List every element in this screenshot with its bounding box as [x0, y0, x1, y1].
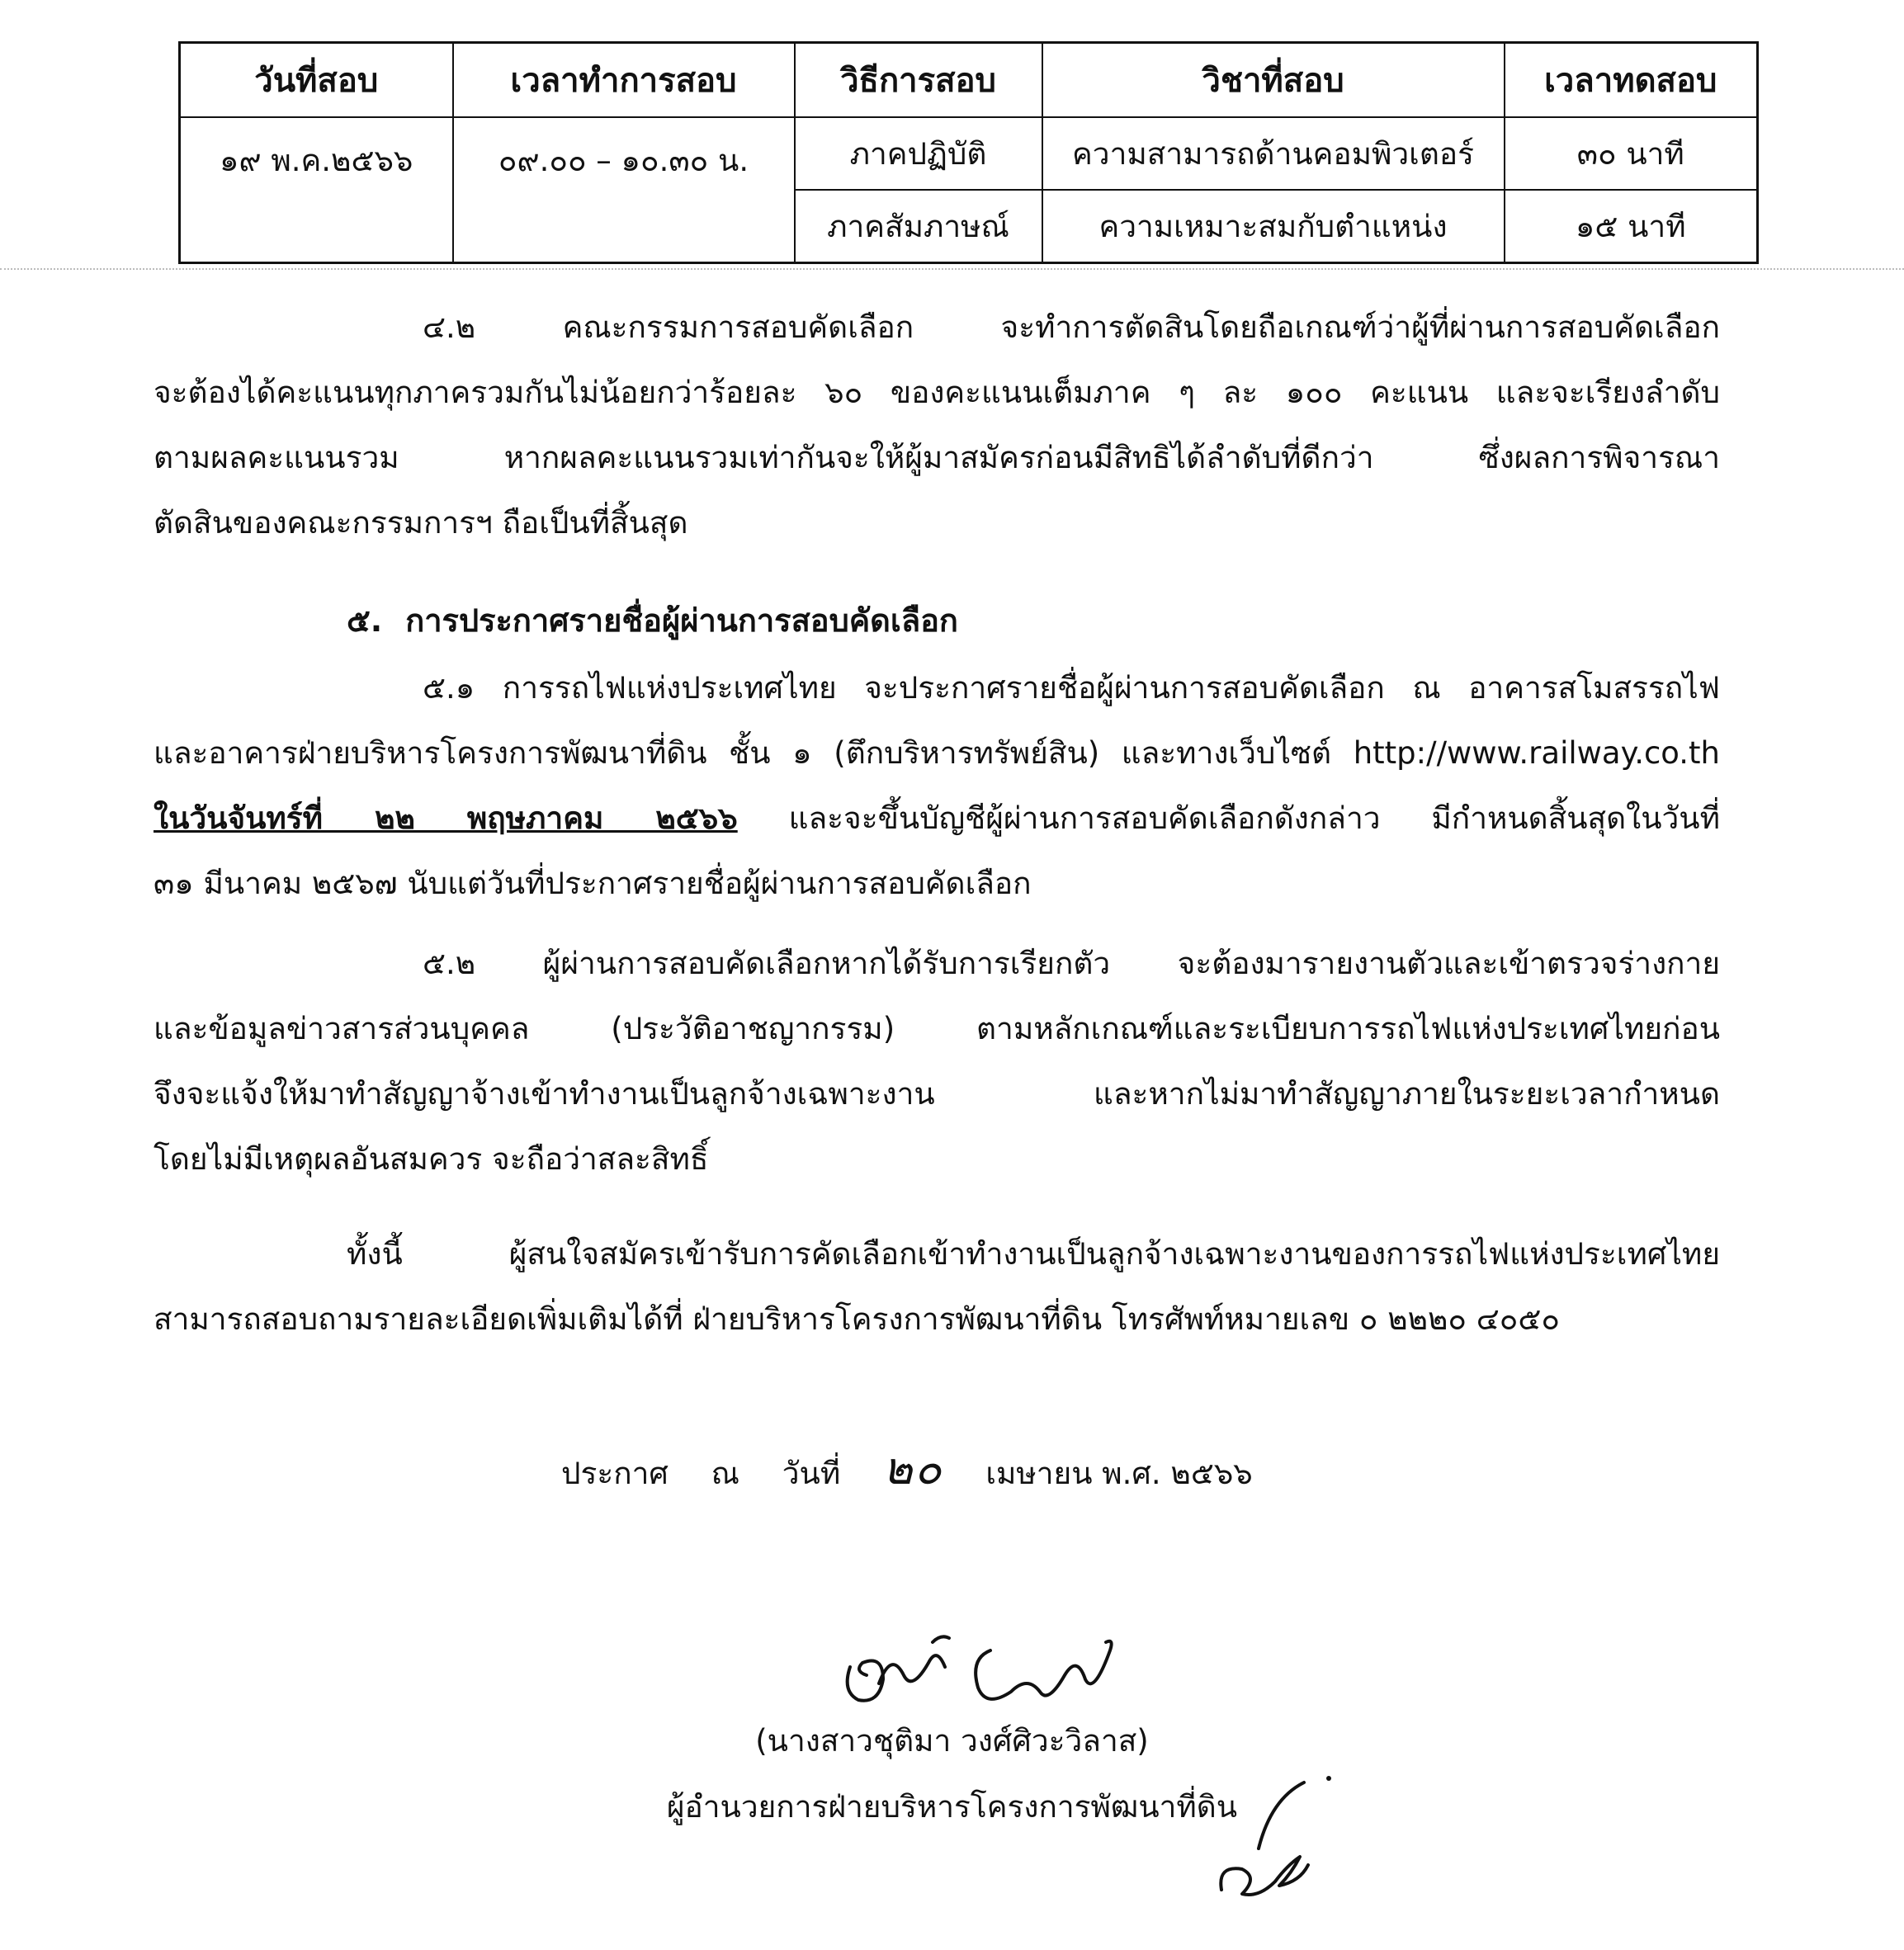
section-5-1-line: ๓๑ มีนาคม ๒๕๖๗ นับแต่วันที่ประกาศรายชื่อผู้ผ่านการสอบคัดเลือก [154, 866, 1032, 901]
cell-subject: ความเหมาะสมกับตำแหน่ง [1042, 190, 1505, 263]
signatory-position: ผู้อำนวยการฝ่ายบริหารโครงการพัฒนาที่ดิน [666, 1789, 1238, 1825]
cell-exam-date: ๑๙ พ.ค.๒๕๖๖ [180, 117, 453, 263]
header-exam-duration: เวลาทดสอบ [1505, 43, 1758, 118]
section-5-1-text: และจะขึ้นบัญชีผู้ผ่านการสอบคัดเลือกดังกล่าว มีกำหนดสิ้นสุดในวันที่ [737, 800, 1720, 836]
announcement-at: ณ [711, 1456, 739, 1491]
signatory-name: (นางสาวชุติมา วงศ์ศิวะวิลาส) [755, 1723, 1149, 1759]
closing-line: สามารถสอบถามรายละเอียดเพิ่มเติมได้ที่ ฝ่ายบริหารโครงการพัฒนาที่ดิน โทรศัพท์หมายเลข ๐ ๒๒๒๐ ๔๐๕๐ [154, 1301, 1560, 1337]
table-header-row [180, 43, 1758, 118]
initials-image [1205, 1766, 1345, 1915]
section-4-2-line: ตัดสินของคณะกรรมการฯ ถือเป็นที่สิ้นสุด [154, 505, 688, 541]
table-row [180, 117, 1758, 190]
section-5-2-line: จึงจะแจ้งให้มาทำสัญญาจ้างเข้าทำงานเป็นลูกจ้างเฉพาะงาน และหากไม่มาทำสัญญาภายในระยะเวลากำหนด [154, 1076, 1720, 1112]
cell-duration: ๑๕ นาที [1505, 190, 1758, 263]
cell-exam-time: ๐๙.๐๐ – ๑๐.๓๐ น. [453, 117, 795, 263]
announcement-day-label: วันที่ [782, 1456, 841, 1491]
cell-duration: ๓๐ นาที [1505, 117, 1758, 190]
scan-artifact-line [0, 268, 1904, 270]
cell-method: ภาคปฏิบัติ [795, 117, 1042, 190]
section-5-2-line: และข้อมูลข่าวสารส่วนบุคคล (ประวัติอาชญากรรม) ตามหลักเกณฑ์และระเบียบการรถไฟแห่งประเทศไทยก่อน [154, 1011, 1720, 1046]
header-exam-method: วิธีการสอบ [795, 43, 1042, 118]
section-5-1-line: และอาคารฝ่ายบริหารโครงการพัฒนาที่ดิน ชั้น ๑ (ตึกบริหารทรัพย์สิน) และทางเว็บไซต์ http://www.railway.co.th [154, 735, 1720, 771]
header-exam-subject: วิชาที่สอบ [1042, 43, 1505, 118]
header-exam-date: วันที่สอบ [180, 43, 453, 118]
section-5-2-line: ๕.๒ ผู้ผ่านการสอบคัดเลือกหากได้รับการเรียกตัว จะต้องมารายงานตัวและเข้าตรวจร่างกาย [423, 946, 1720, 981]
header-exam-time: เวลาทำการสอบ [453, 43, 795, 118]
announcement-date [561, 1444, 1286, 1499]
section-5-2-line: โดยไม่มีเหตุผลอันสมควร จะถือว่าสละสิทธิ์ [154, 1141, 709, 1177]
signature-image [834, 1617, 1147, 1725]
section-4-2-line: ตามผลคะแนนรวม หากผลคะแนนรวมเท่ากันจะให้ผู้มาสมัครก่อนมีสิทธิได้ลำดับที่ดีกว่า ซึ่งผลการพิจารณา [154, 440, 1720, 475]
section-5-number: ๕. [347, 602, 383, 639]
cell-subject: ความสามารถด้านคอมพิวเตอร์ [1042, 117, 1505, 190]
cell-method: ภาคสัมภาษณ์ [795, 190, 1042, 263]
announcement-date-emphasis: ในวันจันทร์ที่ ๒๒ พฤษภาคม ๒๕๖๖ [154, 800, 738, 836]
section-5-1-line: ๕.๑ การรถไฟแห่งประเทศไทย จะประกาศรายชื่อผู้ผ่านการสอบคัดเลือก ณ อาคารสโมสรรถไฟ [423, 670, 1720, 706]
closing-line: ทั้งนี้ ผู้สนใจสมัครเข้ารับการคัดเลือกเข้าทำงานเป็นลูกจ้างเฉพาะงานของการรถไฟแห่งประเทศไทย [347, 1236, 1720, 1272]
section-5-title: การประกาศรายชื่อผู้ผ่านการสอบคัดเลือก [405, 602, 958, 639]
announcement-label: ประกาศ [561, 1456, 669, 1491]
section-4-2-line: จะต้องได้คะแนนทุกภาครวมกันไม่น้อยกว่าร้อยละ ๖๐ ของคะแนนเต็มภาค ๆ ละ ๑๐๐ คะแนน และจะเรียงลำดับ [154, 375, 1720, 410]
section-5-heading [347, 596, 958, 645]
section-5-1-line [154, 794, 1720, 843]
handwritten-day: ๒๐ [883, 1442, 943, 1494]
announcement-month-year: เมษายน พ.ศ. ๒๕๖๖ [985, 1456, 1253, 1491]
exam-schedule-table [178, 41, 1759, 264]
section-4-2-line: ๔.๒ คณะกรรมการสอบคัดเลือก จะทำการตัดสินโดยถือเกณฑ์ว่าผู้ที่ผ่านการสอบคัดเลือก [423, 309, 1720, 345]
